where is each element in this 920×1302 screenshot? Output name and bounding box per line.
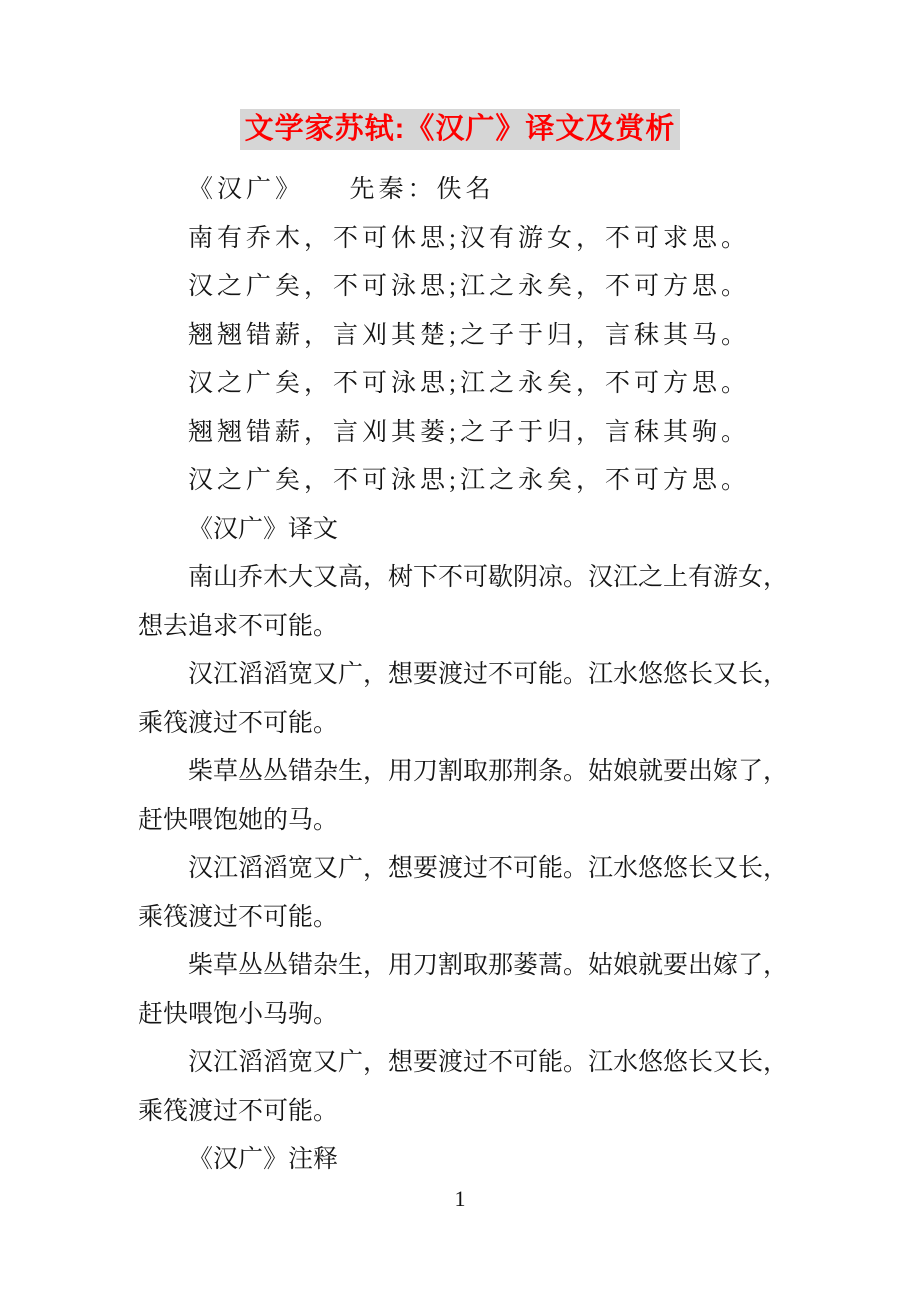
document-title: 文学家苏轼:《汉广》译文及赏析: [240, 109, 681, 150]
section-heading: 《汉广》注释: [188, 1146, 339, 1173]
translation-line: 柴草丛丛错杂生，用刀割取那荆条。姑娘就要出嫁了，: [188, 758, 789, 785]
translation-line: 赶快喂饱小马驹。: [138, 1000, 339, 1028]
poem-verse-line: 汉之广矣，不可泳思;江之永矣，不可方思。: [188, 273, 750, 300]
translation-line: 汉江滔滔宽又广，想要渡过不可能。江水悠悠长又长，: [188, 661, 789, 688]
translation-line: 乘筏渡过不可能。: [138, 903, 339, 931]
poem-verse-line: 翘翘错薪，言刈其蒌;之子于归，言秣其驹。: [188, 418, 750, 446]
poem-verse-line: 汉之广矣，不可泳思;江之永矣，不可方思。: [188, 370, 750, 397]
poem-header-line: 《汉广》 先秦：佚名: [188, 176, 495, 203]
poem-verse-line: 翘翘错薪，言刈其楚;之子于归，言秣其马。: [188, 321, 750, 349]
document-body: [138, 166, 838, 1185]
translation-line: 想去追求不可能。: [138, 612, 339, 640]
section-heading: 《汉广》译文: [188, 515, 339, 543]
translation-line: 赶快喂饱她的马。: [138, 806, 339, 834]
translation-line: 汉江滔滔宽又广，想要渡过不可能。江水悠悠长又长，: [188, 1049, 789, 1076]
translation-line: 汉江滔滔宽又广，想要渡过不可能。江水悠悠长又长，: [188, 855, 789, 882]
poem-verse-line: 南有乔木，不可休思;汉有游女，不可求思。: [188, 224, 750, 252]
page-footer: [0, 1186, 920, 1212]
translation-line: 南山乔木大又高，树下不可歇阴凉。汉江之上有游女，: [188, 564, 789, 591]
page-number: 1: [454, 1186, 466, 1211]
translation-line: 乘筏渡过不可能。: [138, 709, 339, 737]
translation-line: 柴草丛丛错杂生，用刀割取那蒌蒿。姑娘就要出嫁了，: [188, 952, 789, 979]
document-title-row: [0, 109, 920, 150]
translation-line: 乘筏渡过不可能。: [138, 1097, 339, 1125]
poem-verse-line: 汉之广矣，不可泳思;江之永矣，不可方思。: [188, 467, 750, 494]
